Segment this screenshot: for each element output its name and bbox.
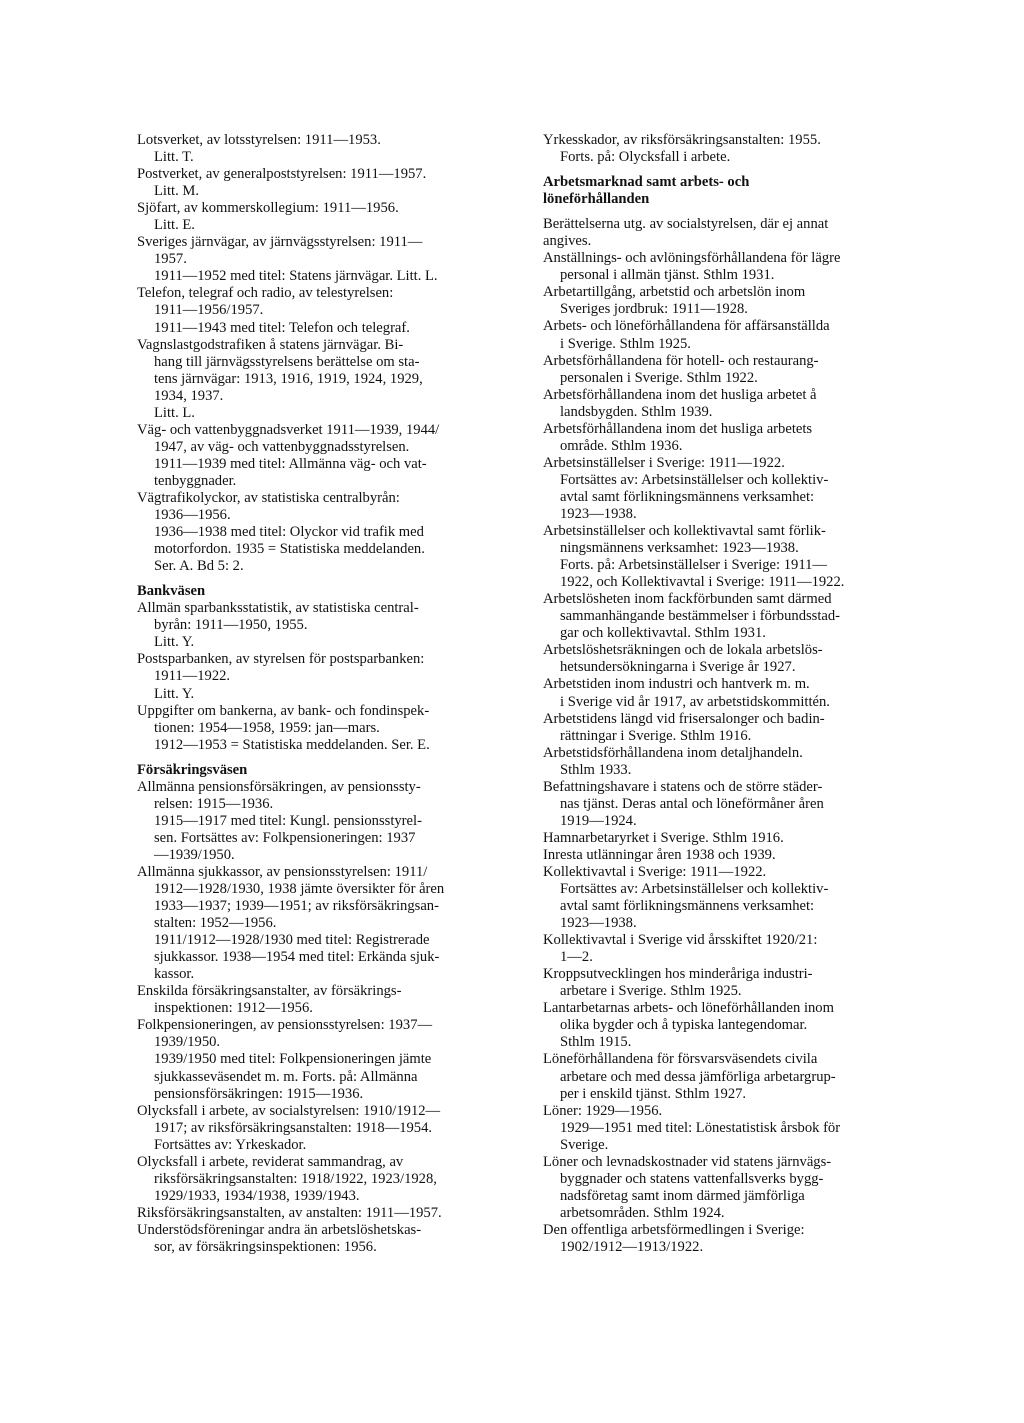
text-line: 1—2. xyxy=(560,949,593,966)
text-line: område. Sthlm 1936. xyxy=(560,437,683,454)
text-line: arbetare i Sverige. Sthlm 1925. xyxy=(560,983,742,1000)
text-line: tens järnvägar: 1913, 1916, 1919, 1924, 1929, xyxy=(154,370,423,387)
text-line: personalen i Sverige. Sthlm 1922. xyxy=(560,369,758,386)
text-line: 1902/1912—1913/1922. xyxy=(560,1239,704,1255)
text-line: Fortsättes av: Arbetsinställelser och kollektiv- xyxy=(560,881,829,898)
text-line: 1911—1943 med titel: Telefon och telegraf. xyxy=(154,319,410,336)
text-line: 1939/1950. xyxy=(154,1034,221,1051)
text-line: Vagnslastgodstrafiken å statens järnvägar. Bi- xyxy=(137,336,404,353)
text-line: nadsföretag samt inom därmed jämförliga xyxy=(560,1187,805,1204)
text-line: Sthlm 1915. xyxy=(560,1034,632,1051)
text-line: 1939/1950 med titel: Folkpensioneringen jämte xyxy=(154,1051,432,1068)
text-line: 1911—1922. xyxy=(154,668,231,685)
text-line: Arbetsförhållandena inom det husliga arbetets xyxy=(543,420,813,437)
text-line: Enskilda försäkringsanstalter, av försäkrings- xyxy=(137,983,402,1000)
text-line: Litt. Y. xyxy=(154,634,195,651)
text-line: Postsparbanken, av styrelsen för postsparbanken: xyxy=(137,651,425,668)
text-line: tenbyggnader. xyxy=(154,472,237,489)
text-line: angives. xyxy=(543,233,592,250)
text-line: 1912—1928/1930, 1938 jämte översikter för åren xyxy=(154,881,445,898)
text-line: 1923—1938. xyxy=(560,915,637,932)
text-line: 1936—1938 med titel: Olyckor vid trafik med xyxy=(154,524,424,541)
text-line: 1936—1956. xyxy=(154,507,231,524)
text-line: Vägtrafikolyckor, av statistiska centralbyrån: xyxy=(137,489,400,506)
text-line: motorfordon. 1935 = Statistiska meddelanden. xyxy=(154,541,425,558)
text-line: Arbetsinställelser och kollektivavtal samt förlik- xyxy=(543,523,826,540)
text-line: Sverige. xyxy=(560,1136,609,1153)
text-line: Arbetslöshetsräkningen och de lokala arbetslös- xyxy=(543,642,823,659)
text-line: 1919—1924. xyxy=(560,812,637,829)
text-line: Väg- och vattenbyggnadsverket 1911—1939, 1944/ xyxy=(137,421,440,438)
text-line: i Sverige. Sthlm 1925. xyxy=(560,335,691,352)
text-line: 1929—1951 med titel: Lönestatistisk årsbok för xyxy=(560,1119,841,1136)
text-line: 1922, och Kollektivavtal i Sverige: 1911—1922. xyxy=(560,574,845,591)
text-line: Litt. E. xyxy=(154,217,195,234)
text-line: Arbetstiden inom industri och hantverk m. m. xyxy=(543,676,810,693)
right-column xyxy=(543,132,923,1256)
text-line: Litt. Y. xyxy=(154,685,195,702)
text-line: kassor. xyxy=(154,966,195,983)
section-heading: löneförhållanden xyxy=(543,191,650,208)
text-line: Folkpensioneringen, av pensionsstyrelsen: 1937— xyxy=(137,1017,433,1034)
text-line: 1934, 1937. xyxy=(154,387,224,404)
text-line: arbetare och med dessa jämförliga arbetargrup- xyxy=(560,1068,836,1085)
text-line: inspektionen: 1912—1956. xyxy=(154,1000,313,1017)
text-line: stalten: 1952—1956. xyxy=(154,915,277,932)
text-line: nas tjänst. Deras antal och löneförmåner åren xyxy=(560,795,824,812)
text-line: Telefon, telegraf och radio, av telestyrelsen: xyxy=(137,285,394,302)
text-line: Lantarbetarnas arbets- och löneförhållanden inom xyxy=(543,1000,834,1017)
text-line: Inresta utlänningar åren 1938 och 1939. xyxy=(543,846,776,863)
text-line: 1911—1939 med titel: Allmänna väg- och vat- xyxy=(154,455,427,472)
text-line: Arbetartillgång, arbetstid och arbetslön inom xyxy=(543,284,806,301)
text-line: avtal samt förlikningsmännens verksamhet: xyxy=(560,488,815,505)
text-line: Yrkesskador, av riksförsäkringsanstalten: 1955. xyxy=(543,132,821,148)
text-line: sen. Fortsättes av: Folkpensioneringen: 1937 xyxy=(154,829,416,846)
text-line: 1929/1933, 1934/1938, 1939/1943. xyxy=(154,1187,360,1204)
text-line: Anställnings- och avlöningsförhållandena för lägre xyxy=(543,250,841,267)
text-line: Arbetslösheten inom fackförbunden samt därmed xyxy=(543,591,832,608)
text-line: 1911—1956/1957. xyxy=(154,302,264,319)
text-line: Forts. på: Olycksfall i arbete. xyxy=(560,149,731,166)
text-line: 1923—1938. xyxy=(560,505,637,522)
text-line: 1933—1937; 1939—1951; av riksförsäkringsan- xyxy=(154,898,439,915)
text-line: landsbygden. Sthlm 1939. xyxy=(560,403,713,420)
text-line: 1912—1953 = Statistiska meddelanden. Ser. E. xyxy=(154,736,430,753)
text-line: Sjöfart, av kommerskollegium: 1911—1956. xyxy=(137,200,399,217)
text-line: Olycksfall i arbete, reviderat sammandrag, av xyxy=(137,1153,404,1170)
text-line: Löneförhållandena för försvarsväsendets civila xyxy=(543,1051,818,1068)
text-line: Understödsföreningar andra än arbetslöshetskas- xyxy=(137,1221,422,1238)
text-line: Arbetsförhållandena inom det husliga arbetet å xyxy=(543,386,817,403)
text-line: Allmän sparbanksstatistik, av statistiska central- xyxy=(137,600,419,617)
text-line: Kollektivavtal i Sverige: 1911—1922. xyxy=(543,863,767,880)
text-line: 1947, av väg- och vattenbyggnadsstyrelsen. xyxy=(154,438,410,455)
section-heading: Arbetsmarknad samt arbets- och xyxy=(543,174,750,191)
text-line: Litt. M. xyxy=(154,183,199,200)
text-line: Sveriges jordbruk: 1911—1928. xyxy=(560,301,748,318)
text-line: pensionsförsäkringen: 1915—1936. xyxy=(154,1085,364,1102)
text-line: riksförsäkringsanstalten: 1918/1922, 1923/1928, xyxy=(154,1170,437,1187)
text-line: Riksförsäkringsanstalten, av anstalten: 1911—1957. xyxy=(137,1204,442,1221)
text-line: —1939/1950. xyxy=(154,846,235,863)
text-line: avtal samt förlikningsmännens verksamhet: xyxy=(560,898,815,915)
text-line: byrån: 1911—1950, 1955. xyxy=(154,617,308,634)
text-line: Litt. T. xyxy=(154,149,194,166)
text-line: Hamnarbetaryrket i Sverige. Sthlm 1916. xyxy=(543,829,784,846)
text-line: sor, av försäkringsinspektionen: 1956. xyxy=(154,1239,377,1255)
text-line: i Sverige vid år 1917, av arbetstidskommittén. xyxy=(560,693,830,710)
text-line: 1915—1917 med titel: Kungl. pensionsstyrel- xyxy=(154,812,422,829)
text-line: Sthlm 1933. xyxy=(560,761,632,778)
text-line: Befattningshavare i statens och de större städer- xyxy=(543,778,823,795)
text-line: sjukkasseväsendet m. m. Forts. på: Allmänna xyxy=(154,1068,418,1085)
text-line: Arbetstidens längd vid frisersalonger och badin- xyxy=(543,710,825,727)
text-line: per i enskild tjänst. Sthlm 1927. xyxy=(560,1085,747,1102)
text-line: Postverket, av generalpoststyrelsen: 1911—1957. xyxy=(137,166,427,183)
text-line: ningsmännens verksamhet: 1923—1938. xyxy=(560,540,799,557)
text-line: Kroppsutvecklingen hos minderåriga industri- xyxy=(543,966,813,983)
text-line: Arbetstidsförhållandena inom detaljhandeln. xyxy=(543,744,803,761)
text-line: 1911—1952 med titel: Statens järnvägar. Litt. L. xyxy=(154,268,438,285)
text-line: arbetsområden. Sthlm 1924. xyxy=(560,1204,725,1221)
text-line: Ser. A. Bd 5: 2. xyxy=(154,558,244,575)
text-line: 1917; av riksförsäkringsanstalten: 1918—1954. xyxy=(154,1119,433,1136)
text-line: byggnader och statens vattenfallsverks bygg- xyxy=(560,1170,824,1187)
text-line: Den offentliga arbetsförmedlingen i Sverige: xyxy=(543,1221,805,1238)
left-column xyxy=(137,132,517,1256)
text-line: gar och kollektivavtal. Sthlm 1931. xyxy=(560,625,766,642)
section-heading: Försäkringsväsen xyxy=(137,761,248,778)
text-line: hang till järnvägsstyrelsens berättelse om sta- xyxy=(154,353,420,370)
text-line: Arbets- och löneförhållandena för affärsanställda xyxy=(543,318,830,335)
text-line: Löner och levnadskostnader vid statens järnvägs- xyxy=(543,1153,832,1170)
text-line: sammanhängande bestämmelser i förbundsstad- xyxy=(560,608,841,625)
text-line: Arbetsförhållandena för hotell- och restaurang- xyxy=(543,352,819,369)
text-line: rättningar i Sverige. Sthlm 1916. xyxy=(560,727,752,744)
text-line: Löner: 1929—1956. xyxy=(543,1102,663,1119)
text-line: Fortsättes av: Arbetsinställelser och kollektiv- xyxy=(560,471,829,488)
text-line: Arbetsinställelser i Sverige: 1911—1922. xyxy=(543,454,785,471)
text-line: Olycksfall i arbete, av socialstyrelsen: 1910/1912— xyxy=(137,1102,441,1119)
text-line: Lotsverket, av lotsstyrelsen: 1911—1953. xyxy=(137,132,381,148)
text-line: Kollektivavtal i Sverige vid årsskiftet 1920/21: xyxy=(543,932,818,949)
text-line: tionen: 1954—1958, 1959: jan—mars. xyxy=(154,719,380,736)
text-line: Allmänna sjukkassor, av pensionsstyrelsen: 1911/ xyxy=(137,863,428,880)
text-line: relsen: 1915—1936. xyxy=(154,795,274,812)
text-line: olika bygder och å typiska lantegendomar. xyxy=(560,1017,808,1034)
text-line: Sveriges järnvägar, av järnvägsstyrelsen: 1911— xyxy=(137,234,423,251)
text-line: Forts. på: Arbetsinställelser i Sverige: 1911— xyxy=(560,557,827,574)
text-line: Allmänna pensionsförsäkringen, av pensionssty- xyxy=(137,778,421,795)
text-line: Litt. L. xyxy=(154,404,195,421)
text-line: 1957. xyxy=(154,251,187,268)
text-line: hetsundersökningarna i Sverige år 1927. xyxy=(560,659,796,676)
text-line: Uppgifter om bankerna, av bank- och fondinspek- xyxy=(137,702,430,719)
text-line: sjukkassor. 1938—1954 med titel: Erkända sjuk- xyxy=(154,949,440,966)
text-line: 1911/1912—1928/1930 med titel: Registrerade xyxy=(154,932,430,949)
section-heading: Bankväsen xyxy=(137,583,206,600)
text-line: personal i allmän tjänst. Sthlm 1931. xyxy=(560,267,775,284)
text-line: Berättelserna utg. av socialstyrelsen, där ej annat xyxy=(543,216,829,233)
text-line: Fortsättes av: Yrkeskador. xyxy=(154,1136,307,1153)
